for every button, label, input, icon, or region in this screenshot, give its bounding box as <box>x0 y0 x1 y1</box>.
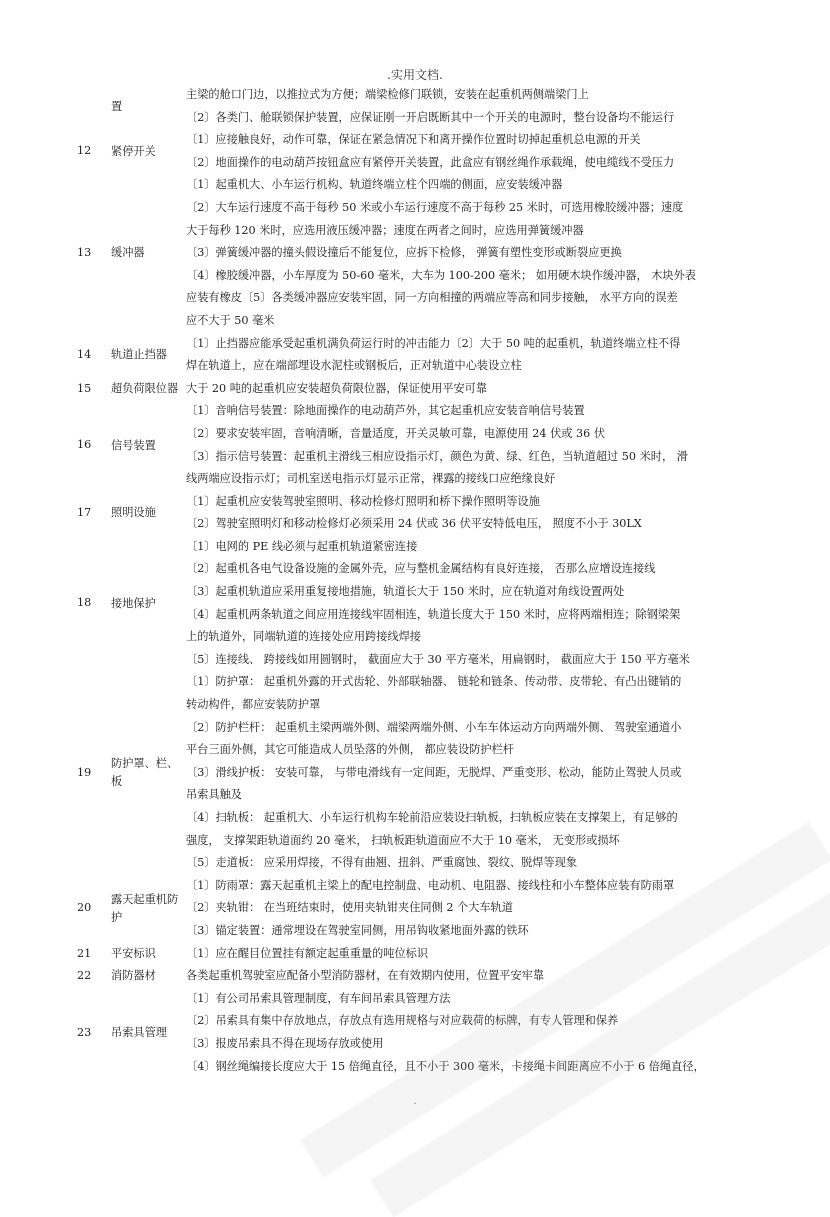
requirement-line: 焊在轨道上，应在端部埋设水泥柱或钢板后，正对轨道中心装设立柱 <box>186 359 522 373</box>
table-row <box>72 400 762 490</box>
item-number: 15 <box>77 381 92 395</box>
table-row <box>72 491 762 536</box>
item-number: 17 <box>77 505 92 519</box>
item-requirements <box>186 491 762 536</box>
requirement-line: 〔1〕应在醒目位置挂有额定起重重量的吨位标识 <box>186 946 429 960</box>
requirement-line: 〔1〕止挡器应能承受起重机满负荷运行时的冲击能力〔2〕大于 50 吨的起重机，轨道终端立柱不得 <box>186 336 681 350</box>
item-requirements <box>186 536 762 672</box>
requirement-line: 〔2〕起重机各电气设备设施的金属外壳，应与整机金属结构有良好连接， 否那么应增设连接线 <box>186 562 656 576</box>
table-body <box>72 84 762 1078</box>
requirement-line: 上的轨道外，同端轨道的连接处应用跨接线焊接 <box>186 630 421 644</box>
item-requirements <box>186 965 762 988</box>
requirement-line: 线两端应设指示灯；司机室送电指示灯显示正常，裸露的接线口应绝缘良好 <box>186 472 556 486</box>
item-name: 置 <box>111 99 123 113</box>
item-name: 消防器材 <box>111 969 156 983</box>
requirement-line: 〔2〕地面操作的电动葫芦按钮盒应有紧停开关装置，此盒应有钢丝绳作承载绳，使电缆线不受压力 <box>186 155 675 169</box>
item-number: 23 <box>77 1025 92 1039</box>
requirement-line: 强度， 支撑架距轨道面约 20 毫米， 扫轨板距轨道面应不大于 10 毫米， 无变形或损坏 <box>186 833 620 847</box>
item-name: 露天起重机防护 <box>111 892 179 924</box>
requirement-line: 〔3〕指示信号装置：起重机主滑线三相应设指示灯，颜色为黄、绿、红色，当轨道超过 50 米时， 滑 <box>186 449 688 463</box>
item-requirements <box>186 671 762 874</box>
requirement-line: 〔3〕报废吊索具不得在现场存放或使用 <box>186 1036 384 1050</box>
item-requirements <box>186 988 762 1078</box>
table-row <box>72 965 762 988</box>
inspection-table <box>72 84 762 1078</box>
table-row <box>72 129 762 174</box>
requirement-line: 〔2〕夹轨钳： 在当班结束时，使用夹轨钳夹住同侧 2 个大车轨道 <box>186 901 513 915</box>
requirement-line: 〔4〕起重机两条轨道之间应用连接线牢固相连，轨道长度大于 150 米时，应将两端相连；除钢梁架 <box>186 607 681 621</box>
requirement-line: 〔3〕锚定装置：通常埋设在驾驶室同侧，用吊钩收紧地面外露的铁环 <box>186 923 529 937</box>
requirement-line: 〔4〕钢丝绳编接长度应大于 15 倍绳直径，且不小于 300 毫米，卡接绳卡间距离应不小于 6 倍绳直径， <box>186 1059 705 1073</box>
item-name: 接地保护 <box>111 596 156 610</box>
requirement-line: 〔3〕弹簧缓冲器的撞头假设撞后不能复位，应拆下检修， 弹簧有塑性变形或断裂应更换 <box>186 246 622 260</box>
requirement-line: 〔2〕各类门、舱联锁保护装置，应保证刚一开启既断其中一个开关的电源时，整台设备均不能运行 <box>186 110 675 124</box>
item-number: 14 <box>77 347 92 361</box>
requirement-line: 〔1〕应接触良好，动作可靠，保证在紧急情况下和离开操作位置时切掉起重机总电源的开关 <box>186 133 641 147</box>
table-row <box>72 536 762 672</box>
item-requirements <box>186 378 762 401</box>
requirement-line: 〔2〕要求安装牢固，音响清晰，音量适度，开关灵敏可靠，电源使用 24 伏或 36 伏 <box>186 426 606 440</box>
item-requirements <box>186 84 762 129</box>
table-row <box>72 988 762 1078</box>
item-name: 照明设施 <box>111 506 156 520</box>
item-name: 防护罩、栏、板 <box>111 757 179 789</box>
item-number: 16 <box>77 438 92 452</box>
item-name: 平安标识 <box>111 946 156 960</box>
page-header: .实用文档. <box>387 68 443 82</box>
item-requirements <box>186 875 762 943</box>
requirement-line: 〔3〕滑线护板： 安装可靠， 与带电滑线有一定间距，无脱焊、严重变形、松动，能防止驾驶人员或 <box>186 765 682 779</box>
item-number: 12 <box>77 144 92 158</box>
requirement-line: 各类起重机驾驶室应配备小型消防器材，在有效期内使用，位置平安牢靠 <box>186 969 545 983</box>
requirement-line: 应装有橡皮〔5〕各类缓冲器应安装牢固，同一方向相撞的两端应等高和同步接触， 水平方向的误差 <box>186 291 678 305</box>
requirement-line: 〔1〕起重机应安装驾驶室照明、移动检修灯照明和桥下操作照明等设施 <box>186 494 540 508</box>
requirement-line: 大于每秒 120 米时，应选用液压缓冲器；速度在两者之间时，应选用弹簧缓冲器 <box>186 223 584 237</box>
item-name: 信号装置 <box>111 438 156 452</box>
item-requirements <box>186 400 762 490</box>
requirement-line: 〔1〕起重机大、小车运行机构、轨道终端立柱个四端的侧面，应安装缓冲器 <box>186 178 563 192</box>
item-name: 吊索具管理 <box>111 1025 167 1039</box>
requirement-line: 〔4〕橡胶缓冲器，小车厚度为 50-60 毫米，大车为 100-200 毫米； 如用硬木块作缓冲器， 木块外表 <box>186 268 696 282</box>
requirement-line: 主梁的舱口门边，以推拉式为方便；端梁检修门联锁，安装在起重机两侧端梁门上 <box>186 88 589 101</box>
requirement-line: 转动构件，都应安装防护罩 <box>186 698 321 712</box>
item-name: 超负荷限位器 <box>111 382 179 396</box>
requirement-line: 〔3〕起重机轨道应采用重复接地措施，轨道长大于 150 米时，应在轨道对角线设置两处 <box>186 585 625 599</box>
requirement-line: 〔5〕走道板： 应采用焊接，不得有曲翘、扭斜、严重腐蚀、裂纹、脱焊等现象 <box>186 856 578 870</box>
item-number: 20 <box>77 901 92 915</box>
item-requirements <box>186 943 762 966</box>
requirement-line: 〔1〕防雨罩：露天起重机主梁上的配电控制盘、电动机、电阻器、接线柱和小车整体应装有防雨罩 <box>186 878 675 892</box>
item-number: 18 <box>77 596 92 610</box>
item-number: 19 <box>77 765 92 779</box>
item-number: 22 <box>77 969 92 983</box>
table-row <box>72 671 762 874</box>
item-name: 轨道止挡器 <box>111 348 167 362</box>
requirement-line: 〔2〕大车运行速度不高于每秒 50 米或小车运行速度不高于每秒 25 米时，可选用橡胶缓冲器；速度 <box>186 200 684 214</box>
requirement-line: 〔1〕电网的 PE 线必须与起重机轨道紧密连接 <box>186 539 418 553</box>
requirement-line: 〔5〕连接线、 跨接线如用圆钢时， 截面应大于 30 平方毫米，用扁钢时， 截面应大于 150 平方毫米 <box>186 652 690 666</box>
table-row <box>72 943 762 966</box>
page-footer: . <box>413 1096 417 1107</box>
item-requirements <box>186 333 762 378</box>
item-number: 13 <box>77 246 92 260</box>
table-row <box>72 174 762 332</box>
item-requirements <box>186 174 762 332</box>
requirement-line: 〔1〕防护罩： 起重机外露的开式齿轮、外部联轴器、 链轮和链条、传动带、皮带轮、有凸出键销的 <box>186 675 682 689</box>
requirement-line: 〔1〕有公司吊索具管理制度，有车间吊索具管理方法 <box>186 991 451 1005</box>
table-row <box>72 378 762 401</box>
table-row <box>72 84 762 129</box>
requirement-line: 应不大于 50 毫米 <box>186 313 275 327</box>
table-row <box>72 333 762 378</box>
requirement-line: 平台三面外侧，其它可能造成人员坠落的外侧， 都应装设防护栏杆 <box>186 743 514 757</box>
requirement-line: 〔2〕防护栏杆： 起重机主梁两端外侧、端梁两端外侧、小车车体运动方向两端外侧、 驾驶室通道小 <box>186 720 682 734</box>
item-name: 紧停开关 <box>111 144 156 158</box>
item-number <box>72 84 110 129</box>
requirement-line: 〔1〕音响信号装置：除地面操作的电动葫芦外，其它起重机应安装音响信号装置 <box>186 404 585 418</box>
item-requirements <box>186 129 762 174</box>
requirement-line: 〔2〕驾驶室照明灯和移动检修灯必须采用 24 伏或 36 伏平安特低电压， 照度不小于 30LX <box>186 517 642 531</box>
table-row <box>72 875 762 943</box>
requirement-line: 吊索具触及 <box>186 788 242 802</box>
requirement-line: 〔4〕扫轨板： 起重机大、小车运行机构车轮前沿应装设扫轨板，扫轨板应装在支撑架上，有足够的 <box>186 811 678 824</box>
item-name: 缓冲器 <box>111 246 145 260</box>
requirement-line: 大于 20 吨的起重机应安装超负荷限位器，保证使用平安可靠 <box>186 381 488 395</box>
requirement-line: 〔2〕吊索具有集中存放地点，存放点有选用规格与对应载荷的标牌，有专人管理和保养 <box>186 1014 619 1028</box>
item-number: 21 <box>77 946 92 960</box>
